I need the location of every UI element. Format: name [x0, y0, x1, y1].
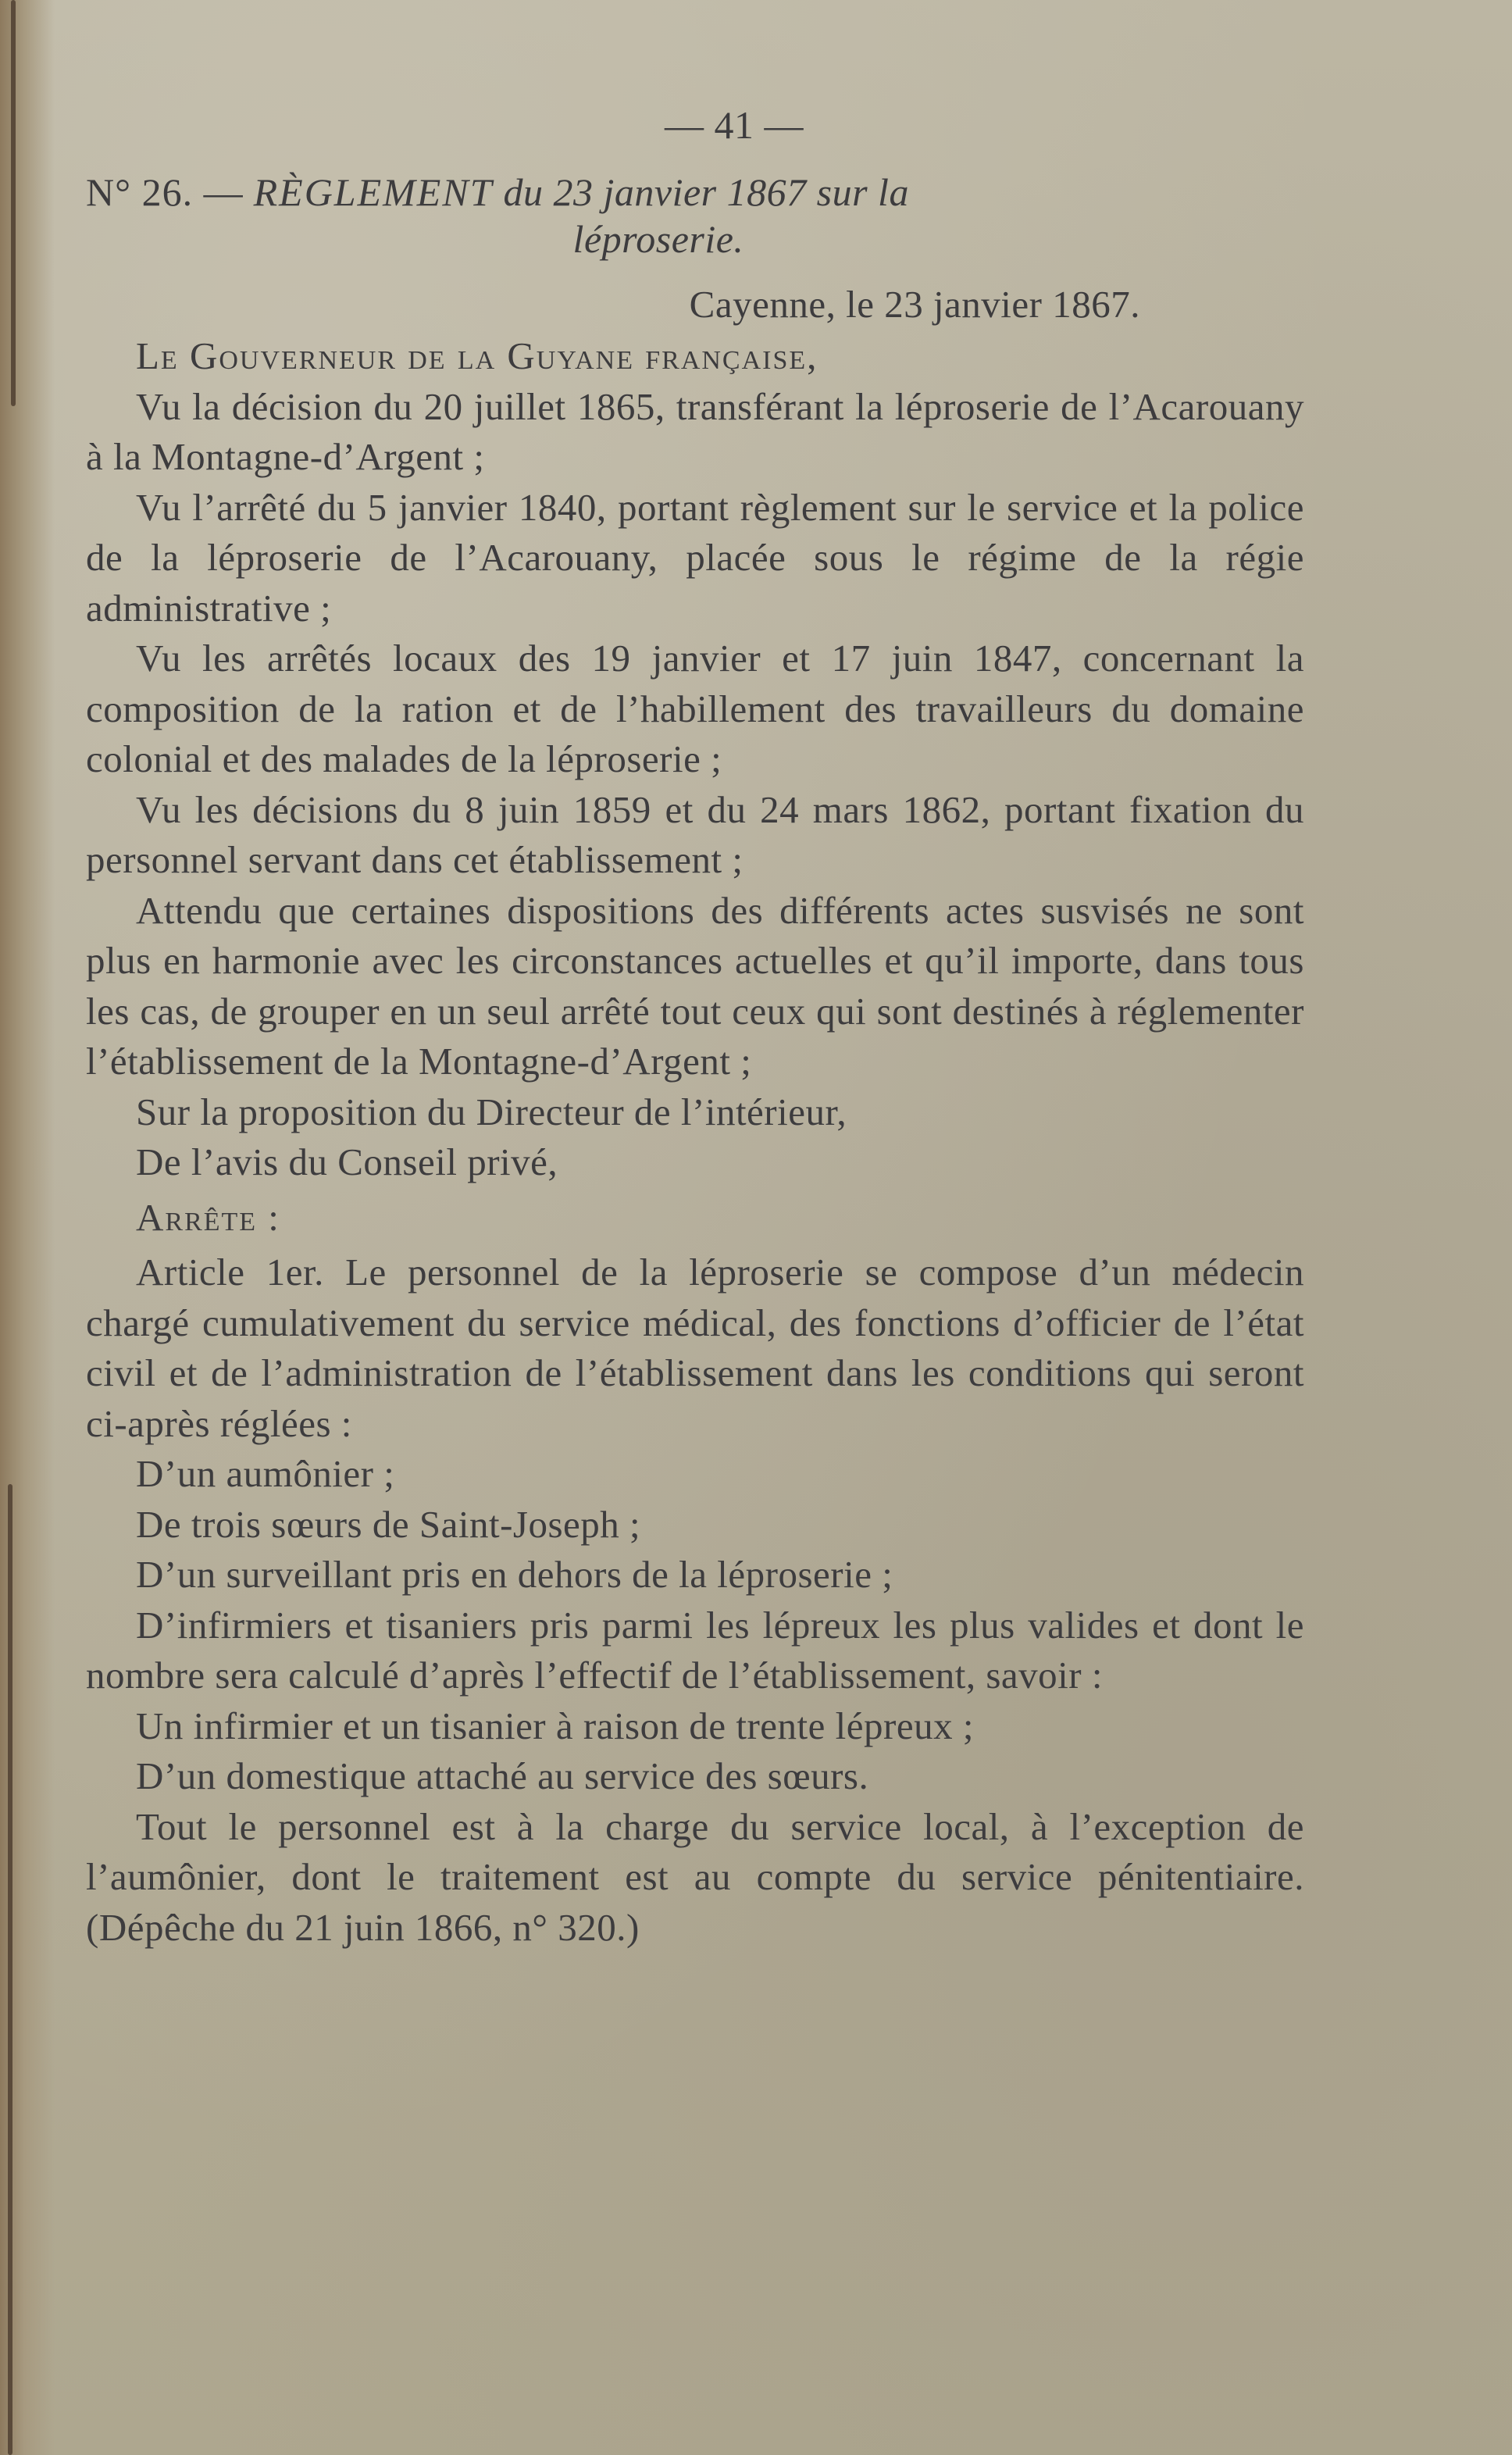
arrete-heading: Arrête :: [136, 1195, 280, 1239]
paragraph: Sur la proposition du Directeur de l’intérieur,: [136, 1090, 847, 1133]
document-body: [86, 102, 1304, 1953]
title-continuation: léproserie.: [572, 217, 744, 261]
paragraph: Vu les décisions du 8 juin 1859 et du 24 mars 1862, portant fixation du personnel servant dans cet établissement ;: [86, 787, 1304, 881]
page-number: — 41 —: [665, 103, 804, 147]
article-list-item: D’un domestique attaché au service des sœurs.: [136, 1754, 869, 1797]
article-list-item: De trois sœurs de Saint-Joseph ;: [136, 1502, 641, 1546]
paragraph: De l’avis du Conseil privé,: [136, 1140, 558, 1183]
title-rest: du 23 janvier 1867 sur la: [503, 170, 909, 214]
paper-tear-mark: [11, 0, 16, 406]
governor-line: Le Gouverneur de la Guyane française,: [136, 334, 818, 377]
article-list-item: D’infirmiers et tisaniers pris parmi les lépreux les plus valides et dont le nombre sera calculé d’après l’effectif de l’établissement, savoir :: [86, 1603, 1304, 1697]
paragraph: Attendu que certaines dispositions des différents actes susvisés ne sont plus en harmonie avec les circonstances actuelles et qu’il importe, dans tous les cas, de grouper en un seul arrêté tout ceux qui sont destinés à réglementer l’établissement de la Montagne-d’Argent ;: [86, 888, 1304, 1083]
article-paragraph: Article 1er. Le personnel de la léproserie se compose d’un médecin chargé cumulativement du service médical, des fonctions d’officier de l’état civil et de l’administration de l’établissement dans les conditions qui seront ci-après réglées :: [86, 1251, 1304, 1445]
place-date: Cayenne, le 23 janvier 1867.: [689, 283, 1140, 326]
paragraph: Vu l’arrêté du 5 janvier 1840, portant règlement sur le service et la police de la léproserie de l’Acarouany, placée sous le régime de la régie administrative ;: [86, 485, 1304, 630]
paragraph: Vu la décision du 20 juillet 1865, transférant la léproserie de l’Acarouany à la Montagne-d’Argent ;: [86, 384, 1304, 478]
paragraph-governor: [86, 331, 1304, 382]
document-title: [86, 169, 1304, 262]
title-number: N° 26. —: [86, 170, 244, 214]
paper-tear-mark: [8, 1484, 12, 2455]
article-list-item: D’un aumônier ;: [136, 1452, 395, 1495]
title-heading: RÈGLEMENT: [253, 170, 494, 214]
article-paragraph: Tout le personnel est à la charge du service local, à l’exception de l’aumônier, dont le traitement est au compte du service pénitentiaire. (Dépêche du 21 juin 1866, n° 320.): [86, 1804, 1304, 1949]
article-list-item: Un infirmier et un tisanier à raison de trente lépreux ;: [136, 1704, 974, 1747]
article-list-item: D’un surveillant pris en dehors de la léproserie ;: [136, 1553, 893, 1596]
paragraph: Vu les arrêtés locaux des 19 janvier et 17 juin 1847, concernant la composition de la ration et de l’habillement des travailleurs du domaine colonial et des malades de la léproserie ;: [86, 637, 1304, 780]
